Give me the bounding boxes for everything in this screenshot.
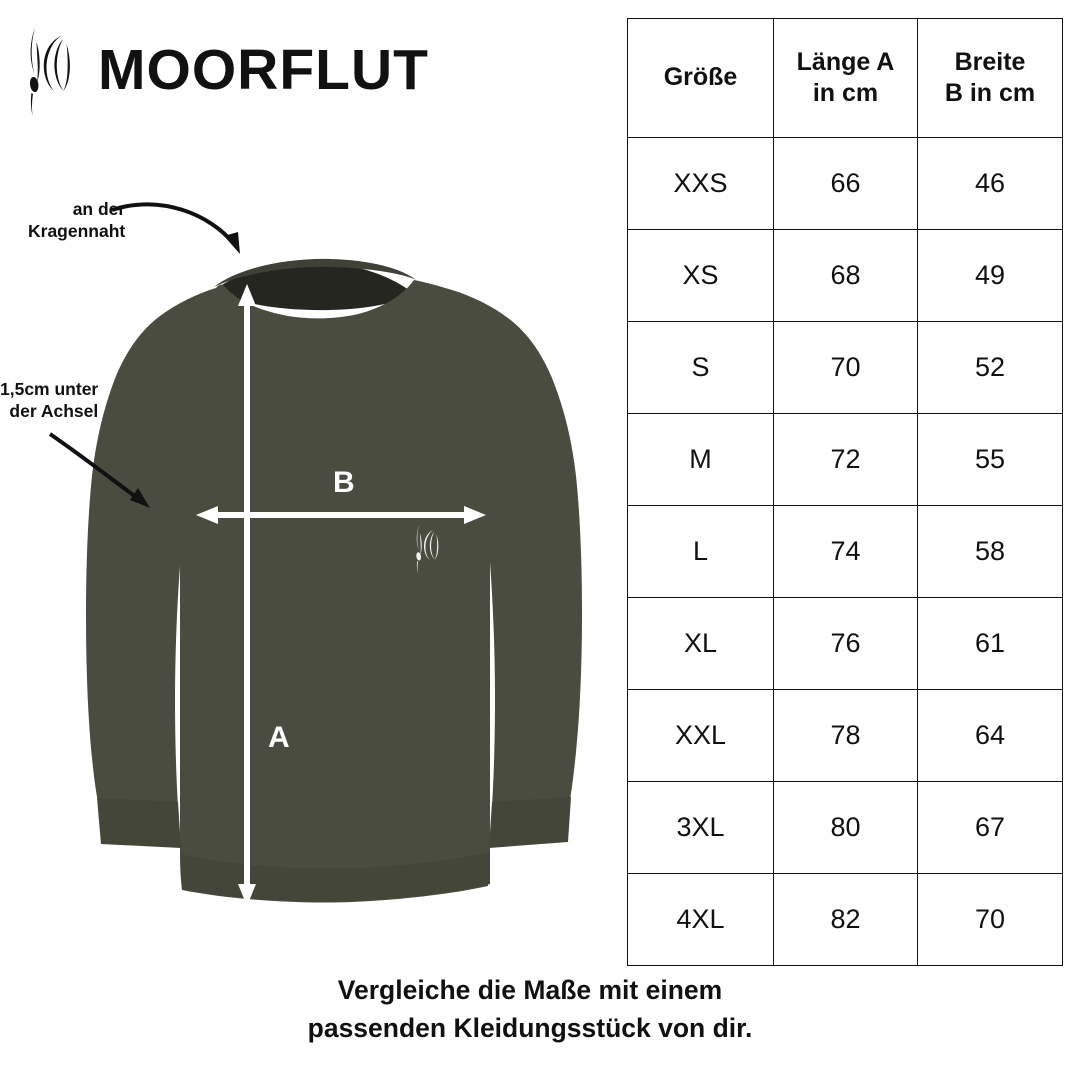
- cell-length: 72: [774, 414, 918, 506]
- cell-length: 76: [774, 598, 918, 690]
- footer-note-line2: passenden Kleidungsstück von dir.: [307, 1012, 753, 1043]
- cell-width: 70: [918, 874, 1063, 966]
- cell-length: 68: [774, 230, 918, 322]
- table-row: [628, 138, 1063, 230]
- garment-illustration: [0, 170, 620, 960]
- cell-length: 80: [774, 782, 918, 874]
- column-header-length: [774, 19, 918, 138]
- cell-size: L: [628, 506, 774, 598]
- column-header-size-line1: Größe: [663, 63, 738, 92]
- cell-length: 70: [774, 322, 918, 414]
- cell-width: 64: [918, 690, 1063, 782]
- footer-note: [0, 972, 1060, 1047]
- size-chart-table: [627, 18, 1063, 966]
- dimension-label-width: B: [333, 466, 355, 499]
- column-header-width-line2: B in cm: [944, 79, 1036, 107]
- cell-width: 55: [918, 414, 1063, 506]
- table-row: [628, 782, 1063, 874]
- table-row: [628, 230, 1063, 322]
- cell-length: 82: [774, 874, 918, 966]
- callout-arrow-collar: [112, 204, 240, 254]
- table-row: [628, 322, 1063, 414]
- cell-size: XS: [628, 230, 774, 322]
- table-row: [628, 690, 1063, 782]
- cell-length: 66: [774, 138, 918, 230]
- column-header-size: [628, 19, 774, 138]
- cell-size: XXL: [628, 690, 774, 782]
- cell-width: 67: [918, 782, 1063, 874]
- column-header-length-line1: Länge A: [796, 47, 895, 76]
- column-header-length-line2: in cm: [812, 79, 879, 107]
- column-header-width: [918, 19, 1063, 138]
- cell-size: S: [628, 322, 774, 414]
- cell-size: XXS: [628, 138, 774, 230]
- brand-name: MOORFLUT: [98, 37, 429, 102]
- cell-length: 78: [774, 690, 918, 782]
- size-chart-table-wrapper: [627, 18, 1062, 966]
- table-body: [628, 138, 1063, 966]
- callout-collar-line1: an der: [72, 199, 126, 219]
- cell-size: 4XL: [628, 874, 774, 966]
- callout-collar: [28, 198, 125, 243]
- column-header-width-line1: Breite: [954, 47, 1026, 76]
- callout-armpit-line2: der Achsel: [9, 401, 99, 422]
- callout-collar-line2: Kragennaht: [28, 221, 126, 242]
- cell-width: 49: [918, 230, 1063, 322]
- cell-length: 74: [774, 506, 918, 598]
- cell-width: 61: [918, 598, 1063, 690]
- dimension-label-length: A: [268, 721, 290, 754]
- callout-armpit: [0, 378, 98, 423]
- brand-header: [22, 22, 429, 118]
- moorflut-reed-mark-icon: [22, 22, 84, 118]
- cell-width: 52: [918, 322, 1063, 414]
- cell-size: 3XL: [628, 782, 774, 874]
- cell-size: M: [628, 414, 774, 506]
- table-header-row: [628, 19, 1063, 138]
- cell-size: XL: [628, 598, 774, 690]
- table-row: [628, 874, 1063, 966]
- footer-note-line1: Vergleiche die Maße mit einem: [337, 975, 723, 1005]
- table-row: [628, 414, 1063, 506]
- sweatshirt-drawing: [0, 170, 620, 960]
- cell-width: 58: [918, 506, 1063, 598]
- callout-armpit-line1: 1,5cm unter: [0, 379, 99, 399]
- table-row: [628, 506, 1063, 598]
- cell-width: 46: [918, 138, 1063, 230]
- table-row: [628, 598, 1063, 690]
